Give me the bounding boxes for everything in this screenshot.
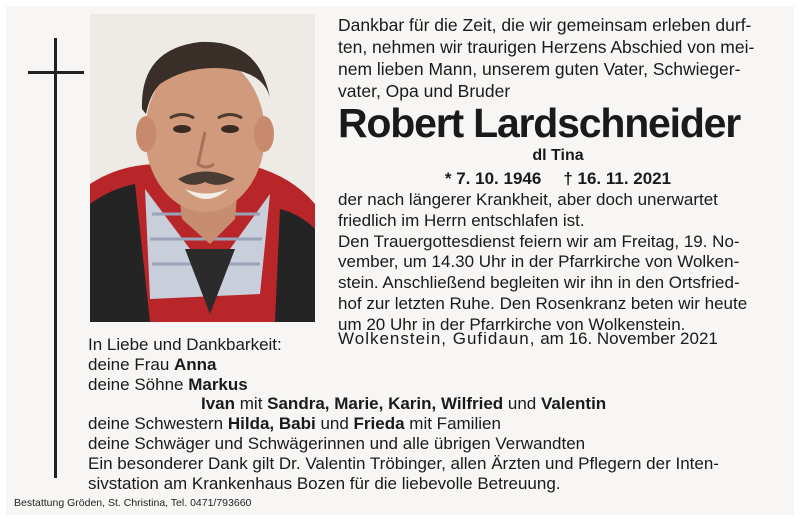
deceased-name: Robert Lardschneider (338, 100, 741, 146)
family-inlaws-line: deine Schwäger und Schwägerinnen und alle übrigen Verwandten (88, 433, 586, 453)
sons-prefix: deine Söhne (88, 374, 189, 394)
body-line: hof zur letzten Ruhe. Den Rosenkranz beten wir heute (338, 293, 748, 313)
body-line: Den Trauergottesdienst feiern wir am Freitag, 19. No- (338, 231, 740, 251)
family-wife-line (88, 355, 788, 375)
wife-name: Anna (174, 354, 217, 374)
sisters-prefix: deine Schwestern (88, 414, 228, 434)
special-thanks (88, 454, 788, 494)
body-line: stein. Anschließend begleiten wir ihn in den Ortsfried- (338, 273, 740, 293)
son-name: Ivan (201, 394, 236, 414)
deceased-nickname: dl Tina (532, 147, 584, 164)
portrait-photo (90, 14, 315, 322)
intro-line: vater, Opa und Bruder (338, 81, 511, 101)
life-dates (338, 168, 778, 190)
grandchildren-names: Sandra, Marie, Karin, Wilfried (267, 394, 504, 414)
body-line: der nach längerer Krankheit, aber doch unerwartet (338, 190, 718, 209)
places: Wolkenstein, Gufidaun, (338, 329, 536, 348)
grandchild-name: Valentin (540, 394, 607, 414)
body-line: um 20 Uhr in der Pfarrkirche von Wolkenstein. (338, 314, 686, 334)
wife-prefix: deine Frau (88, 354, 174, 374)
sister-name: Frieda (353, 414, 405, 434)
announcement-date: am 16. November 2021 (540, 329, 718, 348)
son-name: Markus (188, 374, 248, 394)
intro-text (338, 14, 778, 102)
body-line: vember, um 14.30 Uhr in der Pfarrkirche von Wolken- (338, 252, 740, 272)
with-word: mit (235, 394, 268, 414)
cross-horizontal-bar (28, 71, 84, 74)
sister-names: Hilda, Babi (227, 414, 316, 434)
cross-vertical-bar (54, 38, 57, 478)
sisters-suffix: mit Familien (404, 414, 501, 434)
birth-date: * 7. 10. 1946 (444, 169, 542, 188)
family-son-line (88, 394, 788, 414)
intro-line: ten, nehmen wir traurigen Herzens Abschied von mei- (338, 37, 755, 57)
family-sisters-line (88, 414, 788, 434)
body-line: friedlich im Herrn entschlafen ist. (338, 210, 585, 230)
intro-line: Dankbar für die Zeit, die wir gemeinsam erleben durf- (338, 15, 752, 35)
thanks-line: sivstation am Krankenhaus Bozen für die liebevolle Betreuung. (88, 474, 561, 493)
family-opening: In Liebe und Dankbarkeit: (88, 335, 282, 354)
family-sons-line (88, 375, 788, 395)
and-word: und (503, 394, 541, 414)
funeral-home-footer: Bestattung Gröden, St. Christina, Tel. 0471/793660 (14, 497, 252, 509)
family-mourners (88, 335, 788, 454)
intro-line: nem lieben Mann, unserem guten Vater, Schwieger- (338, 59, 741, 79)
sisters-and: und (315, 414, 354, 434)
death-date: † 16. 11. 2021 (563, 169, 672, 188)
thanks-line: Ein besonderer Dank gilt Dr. Valentin Tröbinger, allen Ärzten und Pflegern der Inten- (88, 454, 719, 473)
announcement-text (338, 190, 778, 336)
